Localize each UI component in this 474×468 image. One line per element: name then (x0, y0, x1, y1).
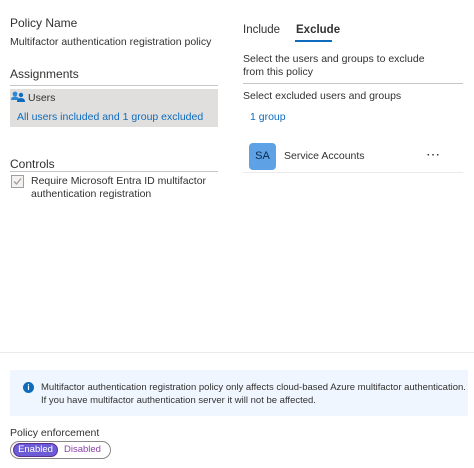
excluded-group-count-link[interactable]: 1 group (250, 111, 286, 123)
enforcement-enabled-option[interactable]: Enabled (13, 443, 58, 457)
tab-exclude-active-indicator (295, 40, 332, 42)
users-summary-link[interactable]: All users included and 1 group excluded (17, 111, 204, 123)
excluded-group-name: Service Accounts (284, 150, 365, 162)
exclude-divider (243, 83, 463, 84)
tab-include[interactable]: Include (243, 24, 281, 36)
info-message: Multifactor authentication registration policy only affects cloud-based Azure multifactor authentication. If you have multifactor authentication server it will not be affected. (41, 382, 466, 406)
more-options-icon[interactable]: ⋯ (426, 146, 441, 162)
avatar: SA (249, 143, 276, 170)
require-mfa-registration-label: Require Microsoft Entra ID multifactor authentication registration (31, 175, 207, 200)
users-label: Users (28, 92, 56, 104)
policy-name-value: Multifactor authentication registration policy (10, 36, 212, 48)
users-icon (11, 91, 25, 103)
controls-title: Controls (10, 157, 55, 171)
assignments-title: Assignments (10, 67, 79, 81)
select-excluded-label: Select excluded users and groups (243, 90, 402, 102)
controls-divider (10, 171, 218, 172)
exclude-description: Select the users and groups to exclude from this policy (243, 53, 425, 78)
tab-exclude[interactable]: Exclude (296, 24, 341, 36)
info-message-bar (10, 370, 468, 416)
checkmark-icon (13, 177, 22, 186)
policy-enforcement-toggle[interactable] (10, 441, 111, 459)
assignments-divider (10, 85, 218, 86)
policy-name-label: Policy Name (10, 16, 78, 30)
policy-enforcement-label: Policy enforcement (10, 427, 100, 439)
enforcement-disabled-option[interactable]: Disabled (64, 444, 101, 455)
users-assignment-panel[interactable] (10, 89, 218, 127)
excluded-item-divider (243, 172, 463, 173)
info-icon: i (23, 382, 34, 393)
footer-divider (0, 352, 474, 353)
require-mfa-registration-checkbox[interactable] (11, 175, 24, 188)
